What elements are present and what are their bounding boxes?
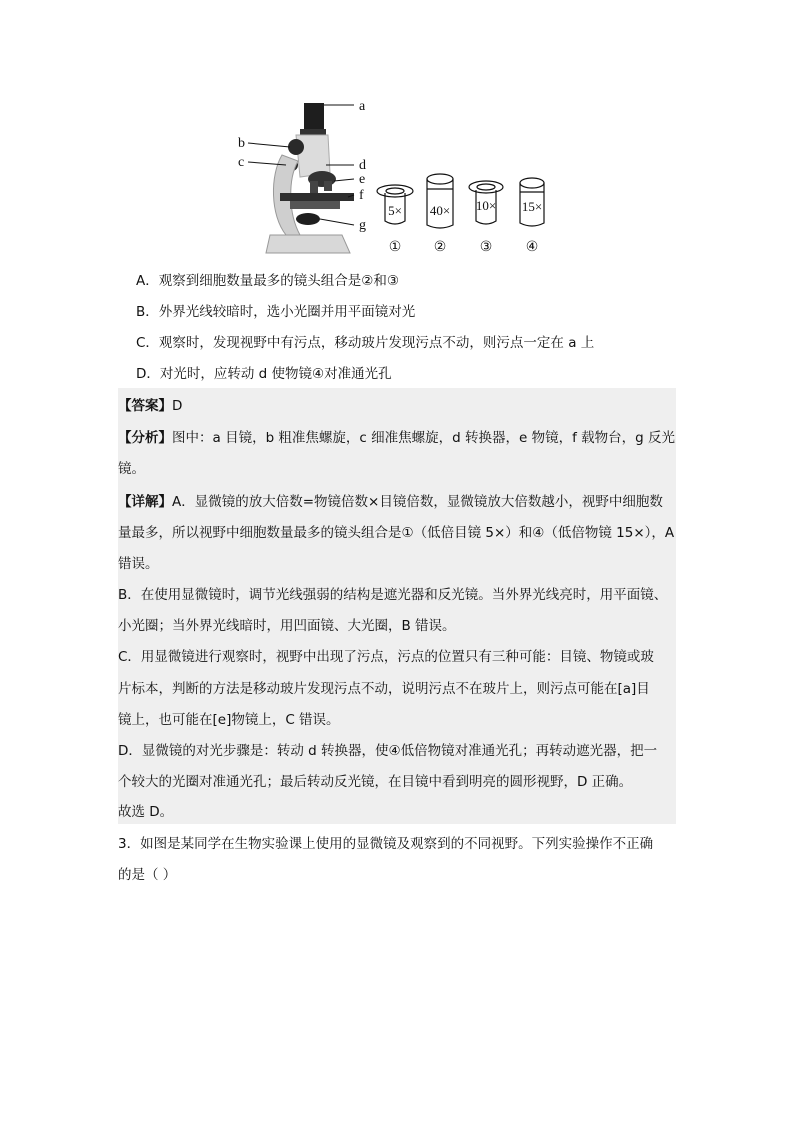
label-e: e xyxy=(359,172,366,187)
detail-line-9: D．显微镜的对光步骤是：转动 d 转换器，使④低倍物镜对准通光孔；再转动遮光器，把一 xyxy=(118,743,658,759)
option-d: D．对光时，应转动 d 使物镜④对准通光孔 xyxy=(136,366,392,382)
lens-2-mag: 40× xyxy=(429,203,451,218)
analysis-line-1: 【分析】图中：a 目镜，b 粗准焦螺旋，c 细准焦螺旋，d 转换器，e 物镜，f 载物台，g 反光 xyxy=(118,430,675,446)
label-d: d xyxy=(359,158,366,173)
lens-1-mag: 5× xyxy=(388,203,402,218)
detail-line-1: 【详解】A．显微镜的放大倍数=物镜倍数×目镜倍数，显微镜放大倍数越小，视野中细胞数 xyxy=(118,494,663,510)
detail-line-7: 片标本，判断的方法是移动玻片发现污点不动，说明污点不在玻片上，则污点可能在[a]目 xyxy=(118,681,650,697)
answer-options xyxy=(136,266,696,390)
label-a: a xyxy=(359,99,366,114)
detail-line-5: 小光圈；当外界光线暗时，用凹面镜、大光圈，B 错误。 xyxy=(118,618,456,634)
lens-4-number: ④ xyxy=(525,239,539,255)
analysis-line-2: 镜。 xyxy=(118,461,145,477)
option-b: B．外界光线较暗时，选小光圈并用平面镜对光 xyxy=(136,304,416,320)
answer-tag: 【答案】 xyxy=(118,398,172,414)
detail-line-3: 错误。 xyxy=(118,556,159,572)
lens-2-number: ② xyxy=(433,239,447,255)
microscope-image xyxy=(266,103,354,253)
detail-line-10: 个较大的光圈对准通光孔；最后转动反光镜，在目镜中看到明亮的圆形视野，D 正确。 xyxy=(118,774,633,790)
question-3-line-1: 3．如图是某同学在生物实验课上使用的显微镜及观察到的不同视野。下列实验操作不正确 xyxy=(118,836,654,852)
option-c: C．观察时，发现视野中有污点，移动玻片发现污点不动，则污点一定在 a 上 xyxy=(136,335,595,351)
microscope-figure xyxy=(230,95,570,263)
lens-1-number: ① xyxy=(388,239,402,255)
detail-line-8: 镜上，也可能在[e]物镜上，C 错误。 xyxy=(118,712,340,728)
lens-2 xyxy=(427,174,453,228)
detail-line-6: C．用显微镜进行观察时，视野中出现了污点，污点的位置只有三种可能：目镜、物镜或玻 xyxy=(118,649,654,665)
lens-4-mag: 15× xyxy=(521,199,543,214)
label-g: g xyxy=(359,218,366,233)
label-c: c xyxy=(238,155,245,170)
analysis-tag: 【分析】 xyxy=(118,430,172,446)
detail-line-2: 量最多，所以视野中细胞数量最多的镜头组合是①（低倍目镜 5×）和④（低倍物镜 15×），A xyxy=(118,525,675,541)
detail-tag: 【详解】 xyxy=(118,494,172,510)
detail-line-4: B．在使用显微镜时，调节光线强弱的结构是遮光器和反光镜。当外界光线亮时，用平面镜、 xyxy=(118,587,668,603)
question-3-line-2: 的是（ ） xyxy=(118,867,177,883)
option-a: A．观察到细胞数量最多的镜头组合是②和③ xyxy=(136,273,399,289)
detail-line-11: 故选 D。 xyxy=(118,804,174,820)
label-b: b xyxy=(238,136,245,151)
answer-value: D xyxy=(172,398,183,414)
answer-line xyxy=(118,394,182,414)
lens-3-mag: 10× xyxy=(475,198,497,213)
label-f: f xyxy=(359,188,364,203)
lens-3-number: ③ xyxy=(479,239,493,255)
